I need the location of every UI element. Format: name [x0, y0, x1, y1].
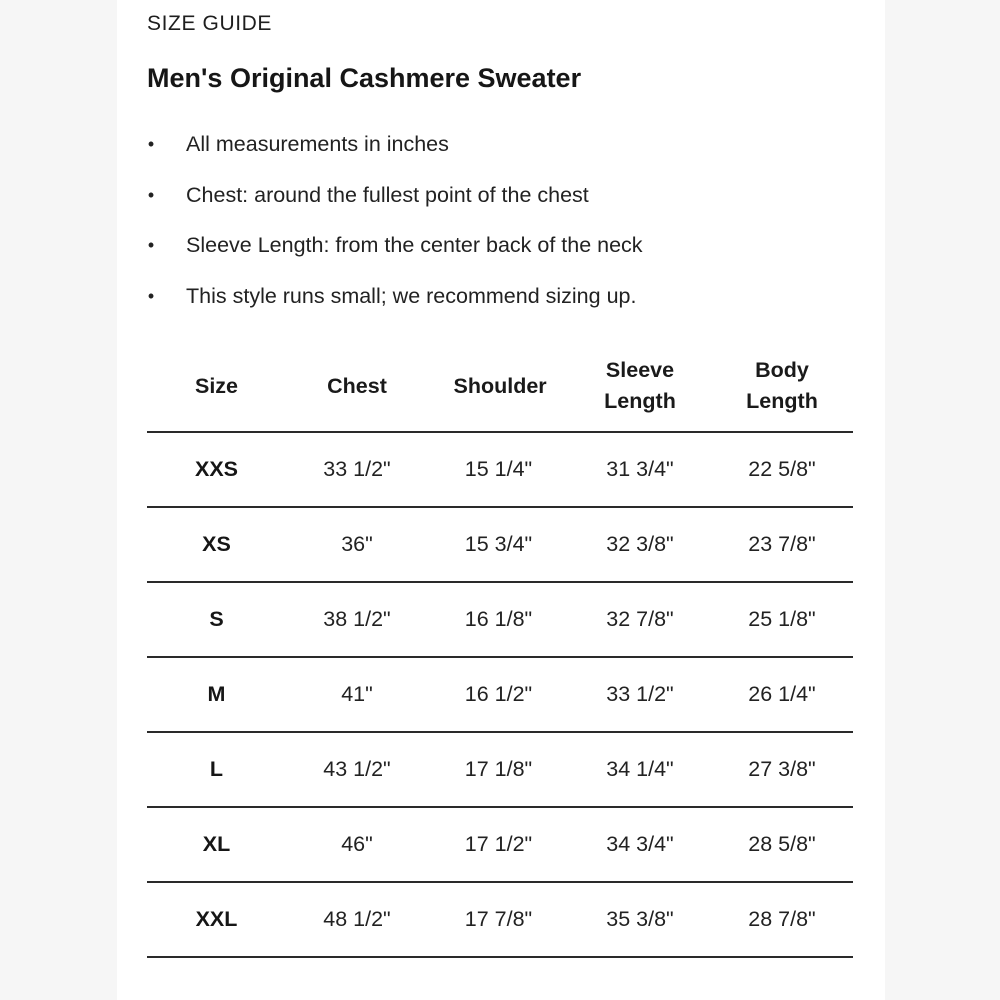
sleeve-length-cell: 32 3/8": [569, 507, 711, 582]
sleeve-length-cell: 31 3/4": [569, 432, 711, 507]
size-cell: S: [147, 582, 286, 657]
table-row: [147, 507, 853, 582]
size-chart-table: [147, 341, 853, 958]
size-cell: XL: [147, 807, 286, 882]
note-text: Chest: around the fullest point of the chest: [186, 182, 589, 207]
shoulder-cell: 17 7/8": [428, 882, 569, 957]
sleeve-length-cell: 32 7/8": [569, 582, 711, 657]
page-title: Men's Original Cashmere Sweater: [147, 63, 582, 93]
size-cell: XXL: [147, 882, 286, 957]
note-text: All measurements in inches: [186, 132, 449, 156]
bullet-icon: •: [147, 134, 155, 154]
body-length-cell: 26 1/4": [711, 657, 853, 732]
section-eyebrow: SIZE GUIDE: [147, 12, 273, 35]
table-header-row: [147, 341, 853, 432]
note-item: [147, 178, 643, 229]
measurement-notes: [147, 127, 643, 329]
column-header-shoulder: Shoulder: [428, 341, 569, 432]
bullet-icon: •: [147, 235, 155, 255]
body-length-cell: 28 5/8": [711, 807, 853, 882]
note-item: [147, 228, 643, 279]
chest-cell: 46": [286, 807, 428, 882]
table-row: [147, 882, 853, 957]
body-length-cell: 28 7/8": [711, 882, 853, 957]
column-header-size: Size: [147, 341, 286, 432]
column-header-chest: Chest: [286, 341, 428, 432]
sleeve-length-cell: 34 1/4": [569, 732, 711, 807]
note-item: [147, 127, 643, 178]
table-row: [147, 657, 853, 732]
shoulder-cell: 15 3/4": [428, 507, 569, 582]
shoulder-cell: 16 1/8": [428, 582, 569, 657]
table-row: [147, 807, 853, 882]
table-row: [147, 432, 853, 507]
note-item: [147, 279, 643, 330]
sleeve-length-cell: 33 1/2": [569, 657, 711, 732]
chest-cell: 36": [286, 507, 428, 582]
body-length-cell: 22 5/8": [711, 432, 853, 507]
table-row: [147, 732, 853, 807]
chest-cell: 48 1/2": [286, 882, 428, 957]
body-length-cell: 23 7/8": [711, 507, 853, 582]
sleeve-length-cell: 34 3/4": [569, 807, 711, 882]
sleeve-length-cell: 35 3/8": [569, 882, 711, 957]
size-cell: M: [147, 657, 286, 732]
shoulder-cell: 16 1/2": [428, 657, 569, 732]
body-length-cell: 25 1/8": [711, 582, 853, 657]
bullet-icon: •: [147, 184, 155, 205]
column-header-body-length: Body Length: [711, 341, 853, 432]
shoulder-cell: 17 1/2": [428, 807, 569, 882]
size-cell: XXS: [147, 432, 286, 507]
table-row: [147, 582, 853, 657]
size-cell: L: [147, 732, 286, 807]
shoulder-cell: 17 1/8": [428, 732, 569, 807]
size-cell: XS: [147, 507, 286, 582]
column-header-sleeve-length: Sleeve Length: [569, 341, 711, 432]
body-length-cell: 27 3/8": [711, 732, 853, 807]
note-text: Sleeve Length: from the center back of the neck: [186, 233, 643, 257]
chest-cell: 38 1/2": [286, 582, 428, 657]
note-text: This style runs small; we recommend sizing up.: [186, 283, 637, 308]
bullet-icon: •: [147, 285, 155, 306]
shoulder-cell: 15 1/4": [428, 432, 569, 507]
chest-cell: 33 1/2": [286, 432, 428, 507]
chest-cell: 41": [286, 657, 428, 732]
chest-cell: 43 1/2": [286, 732, 428, 807]
